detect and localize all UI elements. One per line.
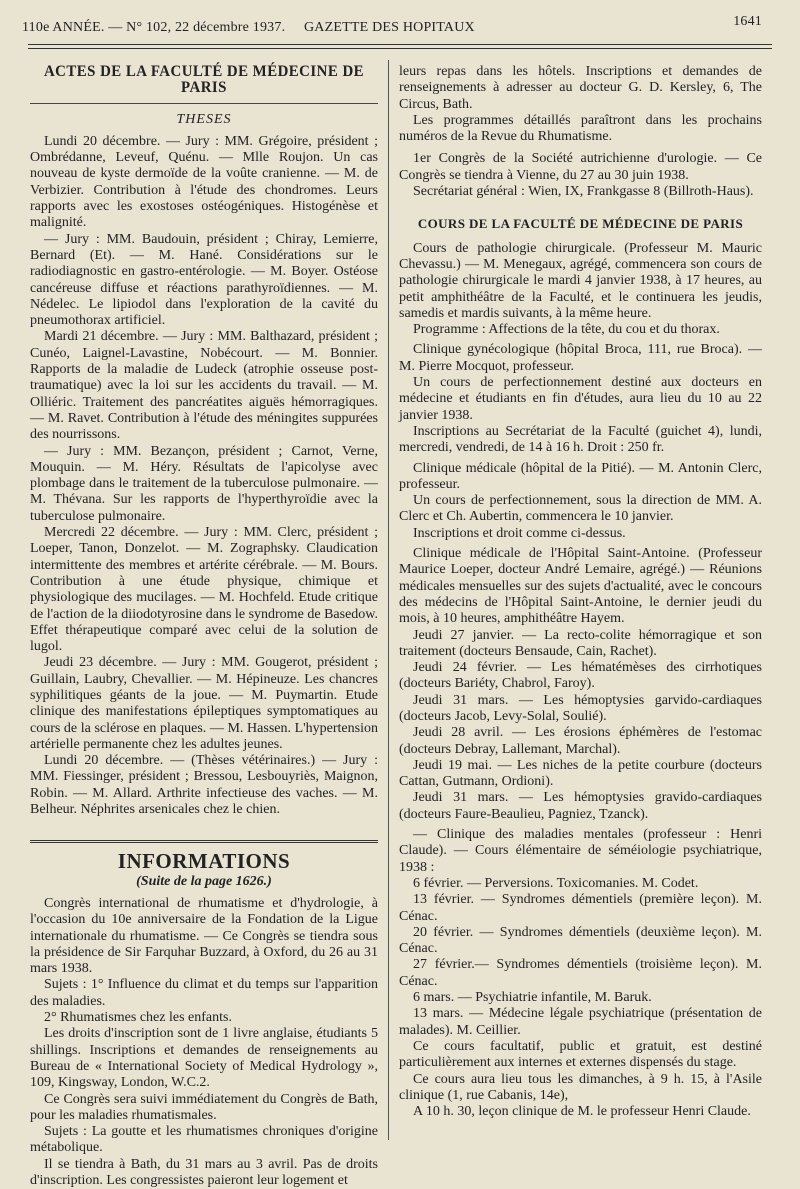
course-paragraph: A 10 h. 30, leçon clinique de M. le professeur Henri Claude.	[413, 1104, 751, 1120]
info-paragraph: Sujets : La goutte et les rhumatismes chroniques d'origine métabolique.	[30, 1124, 378, 1156]
course-paragraph: Inscriptions au Secrétariat de la Faculté (guichet 4), lundi, mercredi, vendredi, de 14 à 16 h. Droit : 250 fr.	[399, 423, 762, 456]
issue-line: 110e ANNÉE. — N° 102, 22 décembre 1937.	[22, 20, 286, 35]
thesis-paragraph: Mardi 21 décembre. — Jury : MM. Balthazard, président ; Cunéo, Laignel-Lavastine, Nobécourt. — M. Bonnier. Rapports de la maladie de Ludeck (atrophie osseuse post-traumatique) avec la loi sur les accidents du travail. — M. Olliéric. Traitement des pancréatites aiguës hémorragiques. — M. Ravet. Contribution à l'étude des méningites suppurées des nourrissons.	[30, 329, 378, 443]
course-paragraph: 20 février. — Syndromes démentiels (deuxième leçon). M. Cénac.	[399, 924, 762, 957]
course-paragraph: — Clinique des maladies mentales (professeur : Henri Claude). — Cours élémentaire de séméiologie psychiatrique, 1938 :	[399, 827, 762, 875]
course-paragraph: Jeudi 28 avril. — Les érosions éphémères de l'estomac (docteurs Debray, Lallemant, Marchal).	[399, 725, 762, 757]
info-paragraph: Congrès international de rhumatisme et d'hydrologie, à l'occasion du 10e anniversaire de la Fondation de la Ligue internationale du rhumatisme. — Ce Congrès se tiendra sous la présidence de Sir Farquhar Buzzard, à Oxford, du 26 au 31 mars 1938.	[30, 895, 378, 977]
course-paragraph: Jeudi 31 mars. — Les hémoptysies gravido-cardiaques (docteurs Faure-Beaulieu, Pagniez, Tzanck).	[399, 790, 762, 822]
course-paragraph: 6 février. — Perversions. Toxicomanies. M. Codet.	[413, 875, 699, 891]
thesis-paragraph: — Jury : MM. Bezançon, président ; Carnot, Verne, Mouquin. — M. Héry. Résultats de l'apicolyse avec plombage dans le traitement de la tuberculose pulmonaire. — M. Thévana. Sur les rapports de l'hyperthyroïdie avec la tuberculose pulmonaire.	[30, 443, 378, 524]
title-rule	[30, 103, 378, 104]
info-paragraph: Les droits d'inscription sont de 1 livre anglaise, étudiants 5 shillings. Inscriptions et demandes de renseignements au Bureau de « International Society of Medical Hydrology », 109, Kingsway, London, W.C.2.	[30, 1026, 378, 1091]
informations-suite: (Suite de la page 1626.)	[136, 873, 272, 889]
course-paragraph: Jeudi 24 février. — Les hématémèses des cirrhotiques (docteurs Bariéty, Chabrol, Faroy).	[399, 660, 762, 692]
course-paragraph: Jeudi 19 mai. — Les niches de la petite courbure (docteurs Cattan, Gutmann, Ordioni).	[399, 757, 762, 790]
course-paragraph: Jeudi 31 mars. — Les hémoptysies garvido-cardiaques (docteurs Jacob, Levy-Solal, Soulié).	[399, 692, 762, 724]
header-rule-2	[28, 48, 772, 49]
info-paragraph: Secrétariat général : Wien, IX, Frankgasse 8 (Billroth-Haus).	[413, 184, 754, 200]
course-paragraph: 6 mars. — Psychiatrie infantile, M. Baruk.	[413, 990, 652, 1006]
page-header	[22, 14, 762, 38]
course-paragraph: Clinique gynécologique (hôpital Broca, 111, rue Broca). — M. Pierre Mocquot, professeur.	[399, 342, 762, 374]
journal-title: GAZETTE DES HOPITAUX	[304, 20, 475, 35]
header-rule	[28, 44, 772, 45]
page-number: 1641	[733, 14, 762, 29]
course-paragraph: Ce cours aura lieu tous les dimanches, à 9 h. 15, à l'Asile clinique (1, rue Cabanis, 14e),	[399, 1071, 762, 1103]
info-paragraph: Les programmes détaillés paraîtront dans les prochains numéros de la Revue du Rhumatisme.	[399, 112, 762, 145]
cours-title: COURS DE LA FACULTÉ DE MÉDECINE DE PARIS	[417, 216, 744, 232]
thesis-paragraph: Jeudi 23 décembre. — Jury : MM. Gougerot, président ; Guillain, Laubry, Chevallier. — M. Hépineuze. Les chancres syphilitiques géants de la joue. — M. Puymartin. Etude clinique des manifestations épileptiques symptomatiques au cours de la sclérose en plaques. — M. Hassen. L'hypertension artérielle permanente chez les adultes jeunes.	[30, 655, 378, 752]
info-paragraph: Il se tiendra à Bath, du 31 mars au 3 avril. Pas de droits d'inscription. Les congressistes paieront leur logement et	[30, 1156, 378, 1188]
info-paragraph: 2° Rhumatismes chez les enfants.	[44, 1010, 232, 1026]
info-paragraph: Ce Congrès sera suivi immédiatement du Congrès de Bath, pour les maladies rhumatismales.	[30, 1091, 378, 1123]
course-paragraph: Un cours de perfectionnement, sous la direction de MM. A. Clerc et Ch. Aubertin, commencera le 10 janvier.	[399, 493, 762, 525]
course-paragraph: Un cours de perfectionnement destiné aux docteurs en médecine et étudiants en fin d'études, aura lieu du 10 au 22 janvier 1938.	[399, 375, 762, 423]
column-divider	[388, 60, 389, 1140]
thesis-paragraph: Mercredi 22 décembre. — Jury : MM. Clerc, président ; Loeper, Tanon, Donzelot. — M. Zographsky. Claudication intermittente des membres et artérite cérébrale. — M. Bours. Contribution à une étude physique, chimique et physiologique des mucilages. — M. Hochfeld. Etude critique de l'action de la diiodotyrosine dans le syndrome de Basedow. Effet thérapeutique comparé avec celui de la solution de lugol.	[30, 525, 378, 655]
thesis-paragraph: Lundi 20 décembre. — (Thèses vétérinaires.) — Jury : MM. Fiessinger, président ; Bressou, Lesbouyriès, Maignon, Robin. — M. Allard. Arthrite infectieuse des vaches. — M. Belheur. Néphrites arsenicales chez le chien.	[30, 753, 378, 818]
course-paragraph: Clinique médicale (hôpital de la Pitié). — M. Antonin Clerc, professeur.	[399, 460, 762, 492]
thesis-paragraph: Lundi 20 décembre. — Jury : MM. Grégoire, président ; Ombrédanne, Leveuf, Quénu. — Mlle Roujon. Un cas nouveau de kyste dermoïde de la voûte cranienne. — M. de Verbizier. Contribution à l'étude des chondromes. Leurs rapports avec les exostoses ostéogéniques. Histogénèse et malignité.	[30, 133, 378, 231]
faculty-title: ACTES DE LA FACULTÉ DE MÉDECINE DE PARIS	[43, 63, 365, 97]
info-paragraph: Sujets : 1° Influence du climat et du temps sur l'apparition des maladies.	[30, 977, 378, 1009]
course-paragraph: 13 mars. — Médecine légale psychiatrique (présentation de malades). M. Ceillier.	[399, 1006, 762, 1038]
right-column	[399, 64, 762, 1120]
course-paragraph: Inscriptions et droit comme ci-dessus.	[413, 525, 626, 541]
section-rule	[30, 840, 378, 843]
course-paragraph: Jeudi 27 janvier. — La recto-colite hémorragique et son traitement (docteurs Bensaude, Cain, Rachet).	[399, 627, 762, 659]
info-paragraph: leurs repas dans les hôtels. Inscriptions et demandes de renseignements à adresser au docteur G. D. Kersley, 6, The Circus, Bath.	[399, 64, 762, 112]
course-paragraph: 13 février. — Syndromes démentiels (première leçon). M. Cénac.	[399, 892, 762, 924]
course-paragraph: Programme : Affections de la tête, du cou et du thorax.	[413, 322, 720, 338]
course-paragraph: Cours de pathologie chirurgicale. (Professeur M. Mauric Chevassu.) — M. Menegaux, agrégé, commencera son cours de pathologie chirurgicale le mardi 4 janvier 1938, à 17 heures, au petit amphithéâtre de la Faculté, et le continuera les jeudis, samedis et mardis suivants, à la même heure.	[399, 240, 762, 321]
left-column	[30, 64, 378, 1189]
thesis-paragraph: — Jury : MM. Baudouin, président ; Chiray, Lemierre, Bernard (Et). — M. Hané. Considérations sur le radiodiagnostic en gastro-entérologie. — M. Boyer. Ostéose cancéreuse diffuse et réactions parathyroïdiennes. — M. Nédelec. Le lipiodol dans l'exploration de la cavité du pneumothorax artificiel.	[30, 231, 378, 329]
informations-title: INFORMATIONS	[117, 849, 291, 874]
course-paragraph: 27 février.— Syndromes démentiels (troisième leçon). M. Cénac.	[399, 957, 762, 989]
theses-title: THESES	[176, 111, 232, 127]
course-paragraph: Ce cours facultatif, public et gratuit, est destiné particulièrement aux internes et externes dispensés du stage.	[399, 1038, 762, 1071]
info-paragraph: 1er Congrès de la Société autrichienne d'urologie. — Ce Congrès se tiendra à Vienne, du 27 au 30 juin 1938.	[399, 151, 762, 183]
course-paragraph: Clinique médicale de l'Hôpital Saint-Antoine. (Professeur Maurice Loeper, docteur André Lemaire, agrégé.) — Réunions médicales mensuelles sur des sujets d'actualité, avec le concours des médecins de l'Hôpital Saint-Antoine, le dernier jeudi du mois, à 10 heures, amphithéâtre Hayem.	[399, 546, 762, 627]
